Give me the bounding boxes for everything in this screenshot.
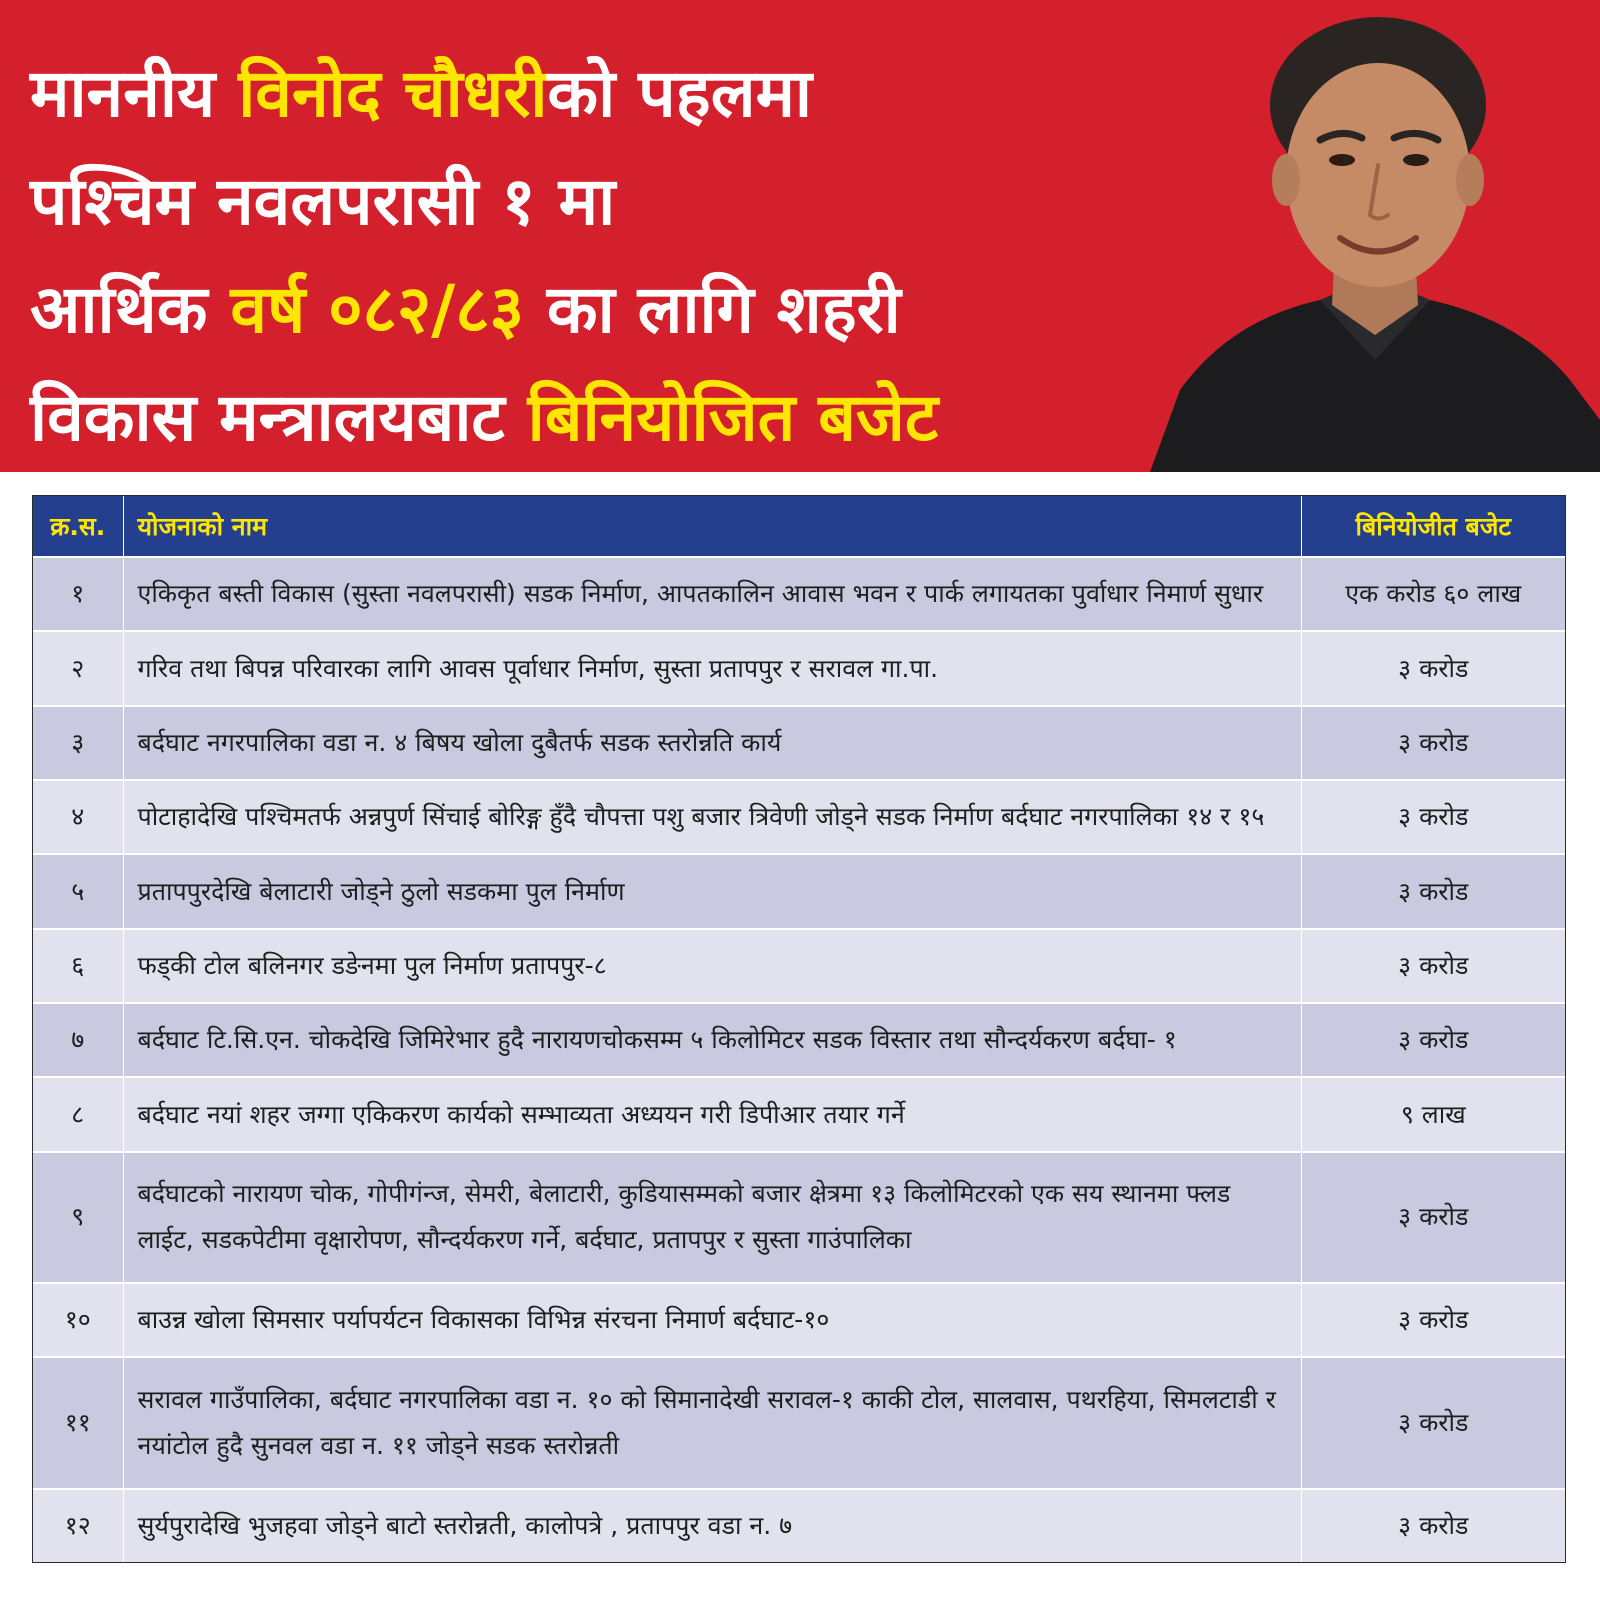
row-budget: ३ करोड: [1301, 1489, 1565, 1562]
row-project-name: सरावल गाउँपालिका, बर्दघाट नगरपालिका वडा न. १० को सिमानादेखी सरावल-१ काकी टोल, सालवास, पथरहिया, सिमलटाडी र नयांटोल हुदै सुनवल वडा न. ११ जोड्ने सडक स्तरोन्नती: [123, 1357, 1301, 1488]
row-serial-number: ४: [33, 780, 123, 854]
row-serial-number: १: [33, 557, 123, 631]
table-row: [33, 1003, 1565, 1077]
header-project-name: योजनाको नाम: [123, 496, 1301, 557]
row-budget: ३ करोड: [1301, 1003, 1565, 1077]
headline-text: माननीय: [30, 55, 239, 132]
portrait-ear-right: [1456, 154, 1484, 206]
row-serial-number: ६: [33, 929, 123, 1003]
row-budget: ३ करोड: [1301, 1283, 1565, 1357]
headline-highlight-name: विनोद चौधरी: [238, 55, 548, 132]
row-serial-number: ५: [33, 854, 123, 928]
portrait-ear-left: [1272, 154, 1300, 206]
headline-line-4: [30, 364, 1210, 472]
table-row: [33, 1077, 1565, 1151]
row-serial-number: १०: [33, 1283, 123, 1357]
table-row: [33, 1152, 1565, 1283]
row-serial-number: ७: [33, 1003, 123, 1077]
headline-highlight-year: वर्ष ०८२/८३: [230, 271, 524, 348]
portrait-photo: [1150, 0, 1600, 472]
headline-banner: [0, 0, 1600, 472]
row-serial-number: ८: [33, 1077, 123, 1151]
row-serial-number: १२: [33, 1489, 123, 1562]
row-serial-number: ११: [33, 1357, 123, 1488]
row-budget: ३ करोड: [1301, 780, 1565, 854]
table-row: [33, 1489, 1565, 1562]
row-budget: एक करोड ६० लाख: [1301, 557, 1565, 631]
row-project-name: बर्दघाट टि.सि.एन. चोकदेखि जिमिरेभार हुदै नारायणचोकसम्म ५ किलोमिटर सडक विस्तार तथा सौन्दर्यकरण बर्दघा- १: [123, 1003, 1301, 1077]
headline-text: को पहलमा: [547, 55, 813, 132]
row-project-name: बर्दघाट नगरपालिका वडा न. ४ बिषय खोला दुबैतर्फ सडक स्तरोन्नति कार्य: [123, 706, 1301, 780]
portrait-eye-right: [1403, 154, 1429, 166]
table-row: [33, 557, 1565, 631]
row-project-name: बाउन्न खोला सिमसार पर्यापर्यटन विकासका विभिन्न संरचना निमार्ण बर्दघाट-१०: [123, 1283, 1301, 1357]
row-project-name: बर्दघाट नयां शहर जग्गा एकिकरण कार्यको सम्भाव्यता अध्ययन गरी डिपीआर तयार गर्ने: [123, 1077, 1301, 1151]
row-project-name: सुर्यपुरादेखि भुजहवा जोड्ने बाटो स्तरोन्नती, कालोपत्रे , प्रतापपुर वडा न. ७: [123, 1489, 1301, 1562]
row-budget: ९ लाख: [1301, 1077, 1565, 1151]
headline-text: आर्थिक: [30, 271, 231, 348]
headline-line-1: [30, 40, 1210, 148]
row-serial-number: ९: [33, 1152, 123, 1283]
row-budget: ३ करोड: [1301, 1152, 1565, 1283]
row-budget: ३ करोड: [1301, 706, 1565, 780]
table-row: [33, 854, 1565, 928]
portrait-eye-left: [1329, 154, 1355, 166]
headline-text: का लागि शहरी: [523, 271, 901, 348]
table-row: [33, 929, 1565, 1003]
headline-highlight-budget: बिनियोजित बजेट: [527, 379, 939, 456]
row-budget: ३ करोड: [1301, 1357, 1565, 1488]
row-project-name: बर्दघाटको नारायण चोक, गोपीगंन्ज, सेमरी, बेलाटारी, कुडियासम्मको बजार क्षेत्रमा १३ किलोमिटरको एक सय स्थानमा फ्लड लाईट, सडकपेटीमा वृक्षारोपण, सौन्दर्यकरण गर्ने, बर्दघाट, प्रतापपुर र सुस्ता गाउंपालिका: [123, 1152, 1301, 1283]
row-project-name: प्रतापपुरदेखि बेलाटारी जोड्ने ठुलो सडकमा पुल निर्माण: [123, 854, 1301, 928]
table-header-row: [33, 496, 1565, 557]
row-project-name: गरिव तथा बिपन्न परिवारका लागि आवस पूर्वाधार निर्माण, सुस्ता प्रतापपुर र सरावल गा.पा.: [123, 631, 1301, 705]
headline-line-2: [30, 148, 1210, 256]
header-allocated-budget: बिनियोजीत बजेट: [1301, 496, 1565, 557]
row-project-name: पोटाहादेखि पश्चिमतर्फ अन्नपुर्ण सिंचाई बोरिङ्ग हुँदै चौपत्ता पशु बजार त्रिवेणी जोड्ने सडक निर्माण बर्दघाट नगरपालिका १४ र १५: [123, 780, 1301, 854]
row-serial-number: २: [33, 631, 123, 705]
row-project-name: फड्की टोल बलिनगर डङेनमा पुल निर्माण प्रतापपुर-८: [123, 929, 1301, 1003]
table-row: [33, 706, 1565, 780]
table-row: [33, 1357, 1565, 1488]
budget-table: [32, 495, 1566, 1563]
headline: [30, 40, 1210, 472]
row-serial-number: ३: [33, 706, 123, 780]
headline-text: पश्चिम नवलपरासी १ मा: [30, 163, 616, 240]
headline-text: विकास मन्त्रालयबाट: [30, 379, 528, 456]
table-row: [33, 631, 1565, 705]
row-budget: ३ करोड: [1301, 929, 1565, 1003]
headline-line-3: [30, 256, 1210, 364]
row-project-name: एकिकृत बस्ती विकास (सुस्ता नवलपरासी) सडक निर्माण, आपतकालिन आवास भवन र पार्क लगायतका पुर्वाधार निमार्ण सुधार: [123, 557, 1301, 631]
row-budget: ३ करोड: [1301, 631, 1565, 705]
table-row: [33, 780, 1565, 854]
table-row: [33, 1283, 1565, 1357]
row-budget: ३ करोड: [1301, 854, 1565, 928]
header-serial-number: क्र.स.: [33, 496, 123, 557]
